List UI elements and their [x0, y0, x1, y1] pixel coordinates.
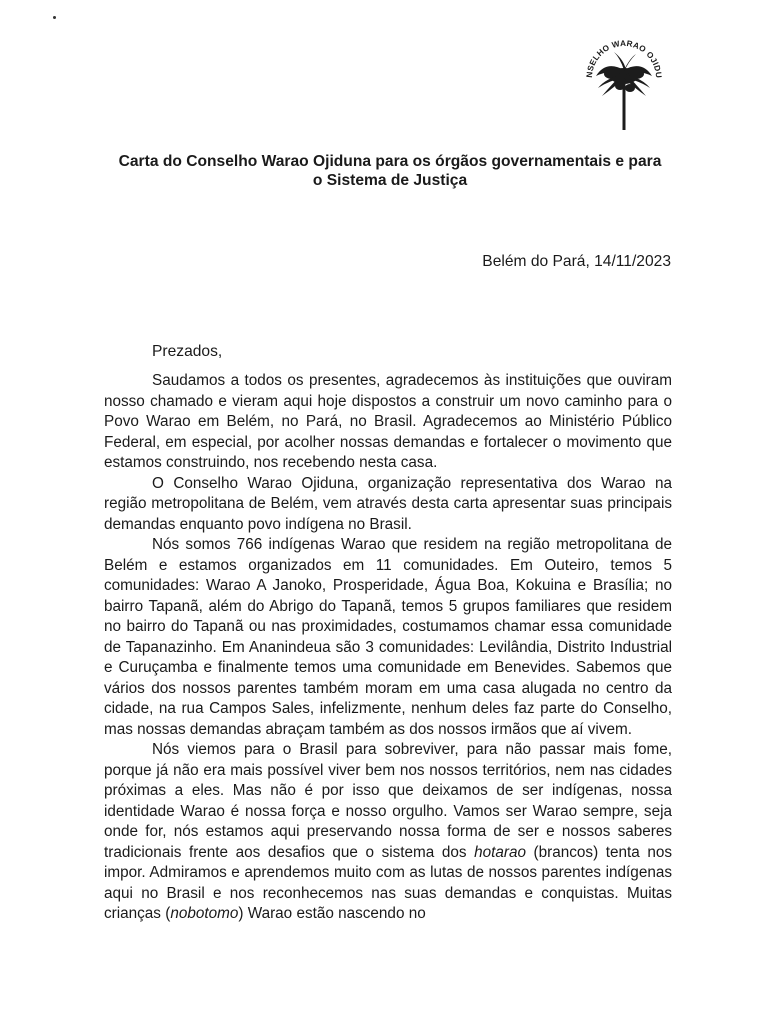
letter-date: Belém do Pará, 14/11/2023	[482, 253, 671, 270]
scan-speck	[53, 16, 56, 19]
letter-body	[104, 371, 672, 925]
letter-title-line-2: o Sistema de Justiça	[312, 172, 468, 189]
paragraph-identity	[104, 740, 672, 925]
paragraph-identity-part-2: (brancos) tenta nos impor. Admiramos e aprendemos muito com as lutas de nossos parentes indígenas aqui no Brasil e nos reconhecemos nas suas demandas e conquistas. Muitas crianças (	[104, 843, 672, 922]
paragraph-greeting: Saudamos a todos os presentes, agradecemos às instituições que ouviram nosso chamado e vieram aqui hoje dispostos a construir um novo caminho para o Povo Warao em Belém, no Pará, no Brasil. Agradecemos ao Ministério Público Federal, em especial, por acolher nossas demandas e fortalecer o movimento que estamos construindo, nos recebendo nesta casa.	[104, 372, 672, 471]
paragraph-identity-part-3: ) Warao estão nascendo no	[238, 905, 426, 922]
paragraph-communities: Nós somos 766 indígenas Warao que residem na região metropolitana de Belém e estamos organizados em 11 comunidades. Em Outeiro, temos 5 comunidades: Warao A Janoko, Prosperidade, Água Boa, Kokuina e Brasília; no bairro Tapanã, além do Abrigo do Tapanã, temos 5 grupos familiares que residem no bairro do Tapanã ou nas proximidades, costumamos chamar essa comunidade de Tapanazinho. Em Ananindeua são 3 comunidades: Levilândia, Distrito Industrial e Curuçamba e finalmente temos uma comunidade em Benevides. Sabemos que vários dos nossos parentes também moram em uma casa alugada no centro da cidade, na rua Campos Sales, infelizmente, nenhum deles faz parte do Conselho, mas nossas demandas abraçam também as dos nossos irmãos que aí vivem.	[104, 536, 672, 738]
salutation: Prezados,	[152, 343, 223, 360]
term-nobotomo: nobotomo	[170, 905, 239, 922]
term-hotarao: hotarao	[474, 843, 526, 861]
letter-title-line-1: Carta do Conselho Warao Ojiduna para os órgãos governamentais e para	[118, 153, 662, 170]
palm-tree-icon	[576, 30, 672, 132]
paragraph-identity-part-1: Nós viemos para o Brasil para sobreviver, para não passar mais fome, porque já não era mais possível viver bem nos nossos territórios, nem nas cidades próximas a eles. Mas não é por isso que deixamos de ser indígenas, nossa identidade Warao é nossa força e nosso orgulho. Vamos ser Warao sempre, seja onde for, nós estamos aqui preservando nossa forma de ser e nossos saberes tradicionais frente aos desafios que o sistema dos	[104, 741, 672, 861]
letter-title	[104, 152, 676, 190]
conselho-warao-ojiduna-seal	[576, 30, 672, 132]
seal-text: NSELHO WARAO OJIDU	[584, 38, 664, 79]
paragraph-council-intro: O Conselho Warao Ojiduna, organização representativa dos Warao na região metropolitana de Belém, vem através desta carta apresentar suas principais demandas enquanto povo indígena no Brasil.	[104, 474, 672, 533]
